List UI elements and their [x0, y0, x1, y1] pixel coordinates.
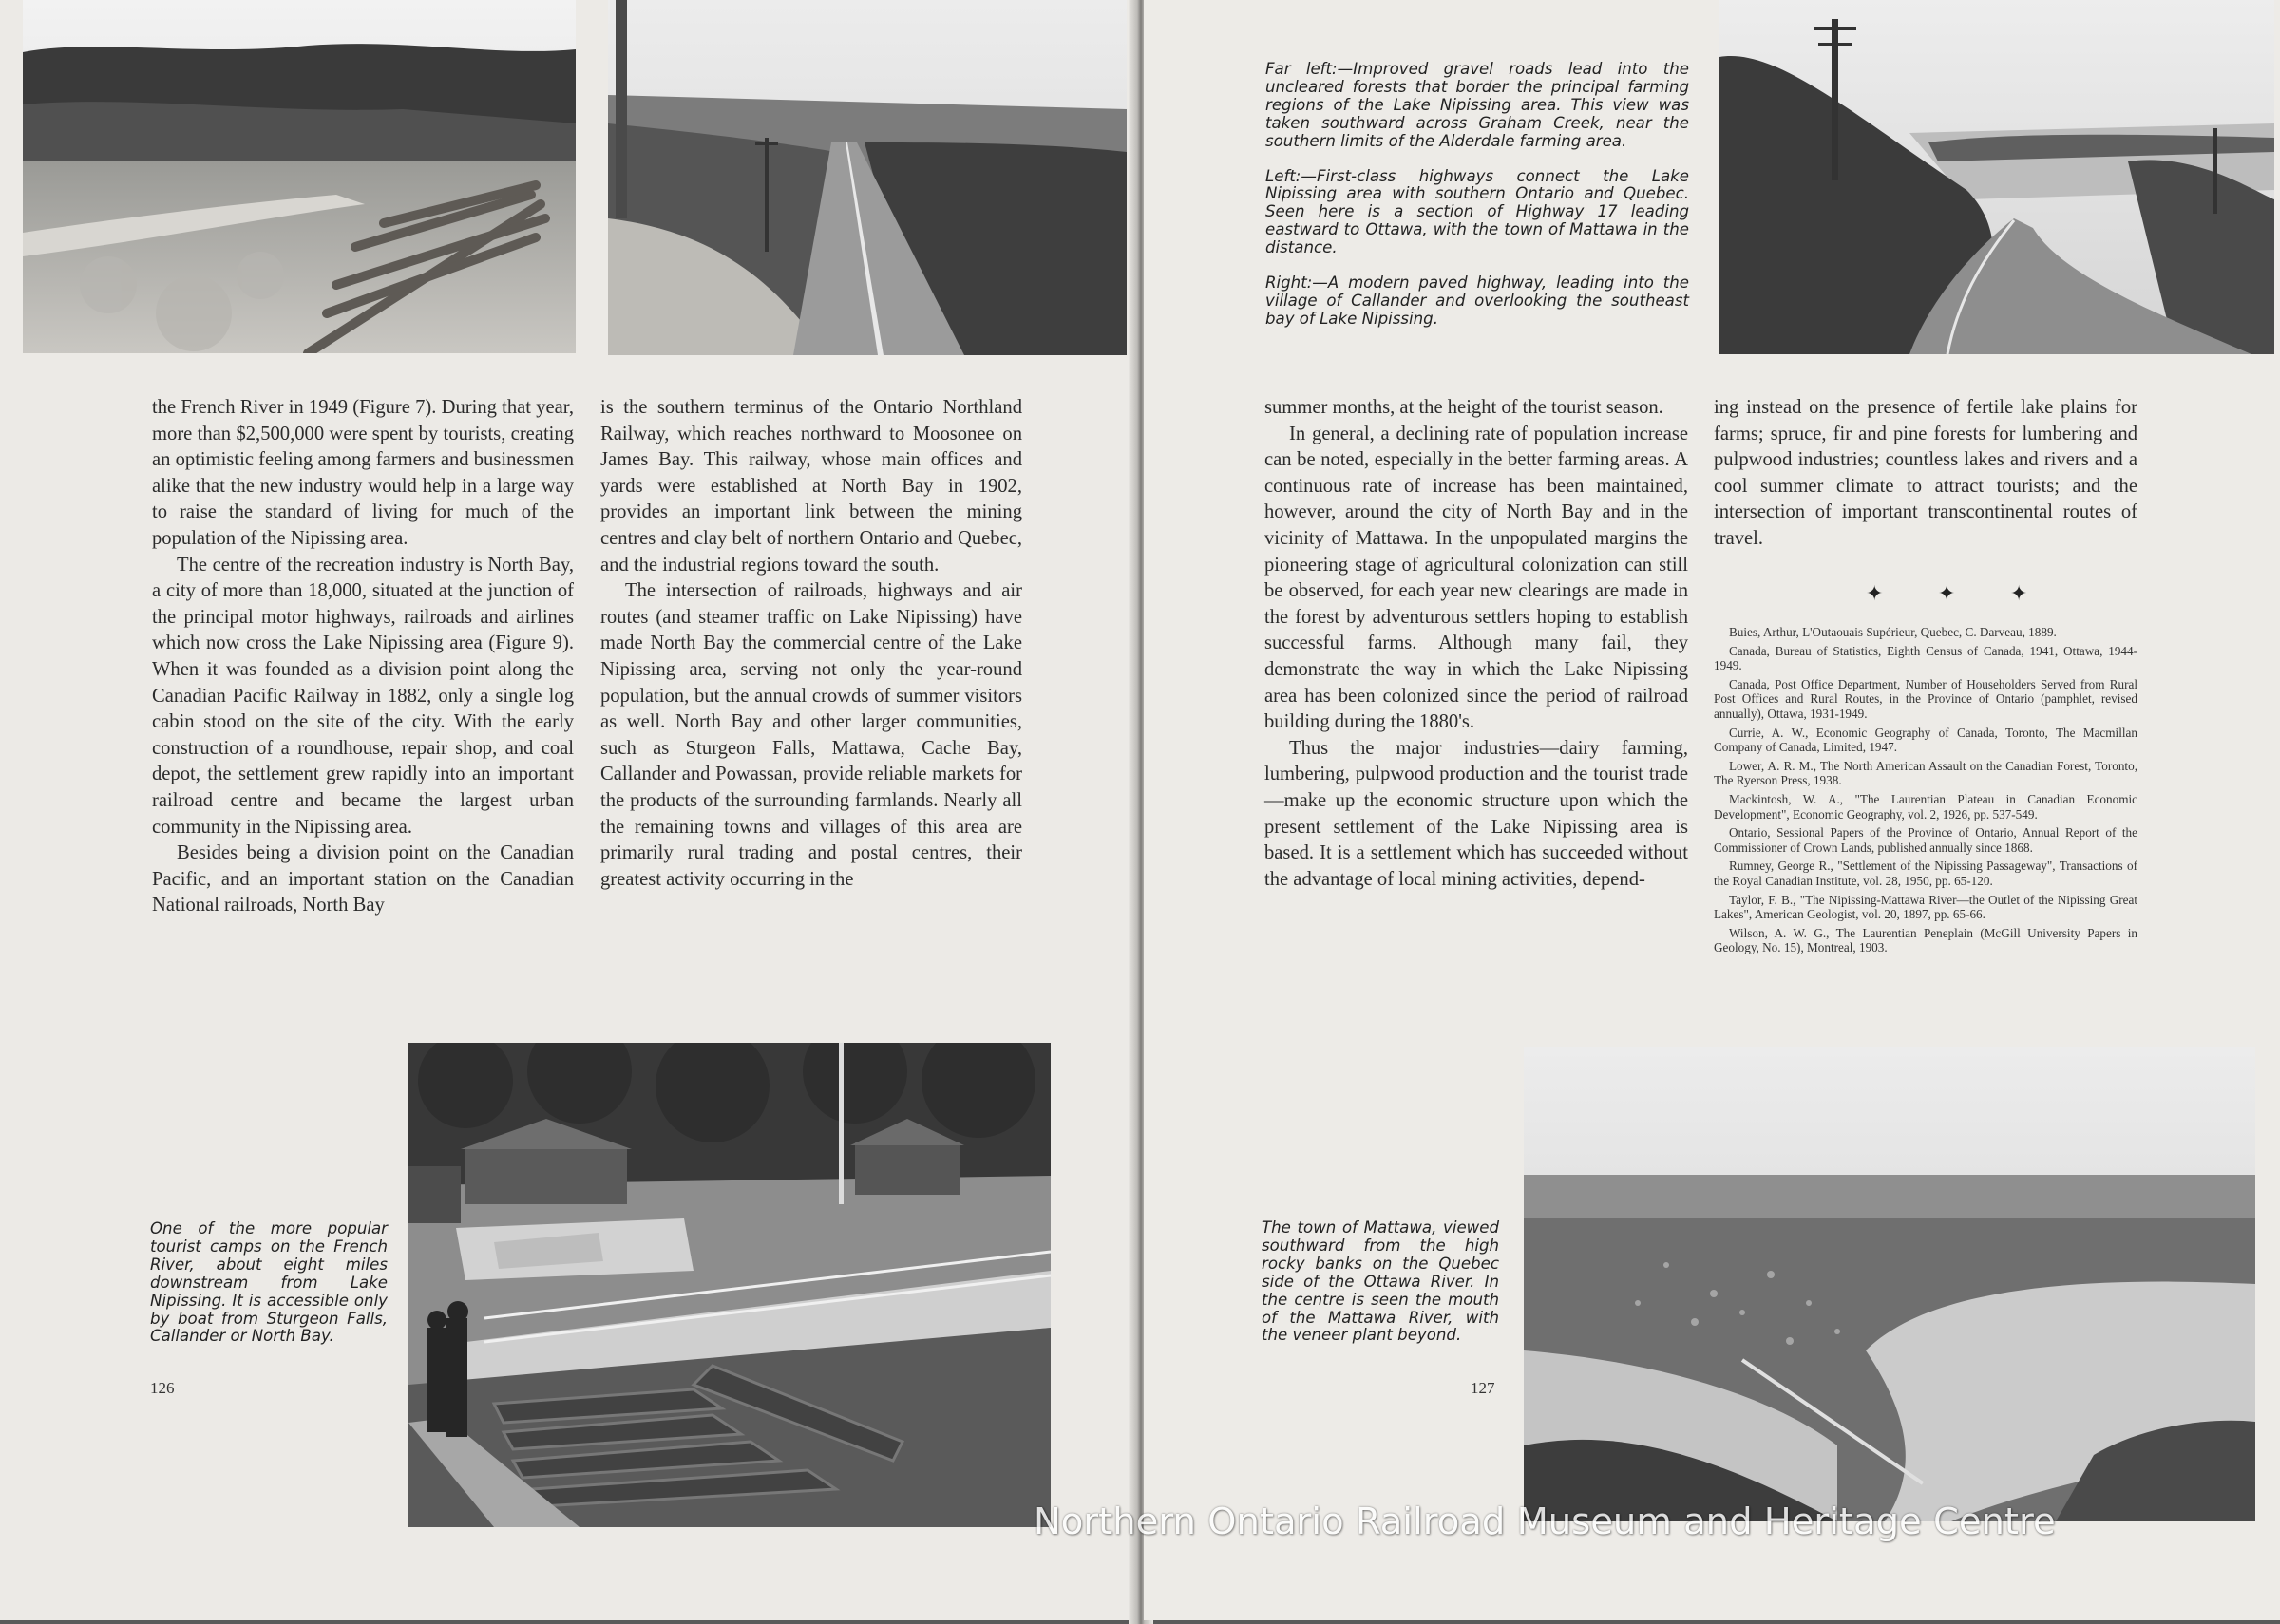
- paragraph: ing instead on the presence of fertile lake plains for farms; spruce, fir and pine forests for lumbering and pulpwood industries; countless lakes and rivers and a cool summer climate to attract tourists; and the intersection of important transcontinental routes of travel.: [1714, 397, 2138, 549]
- caption-right: Right:—A modern paved highway, leading into the village of Callander and overlooking the southeast bay of Lake Nipissing.: [1265, 274, 1689, 328]
- reference-item: Lower, A. R. M., The North American Assault on the Canadian Forest, Toronto, The Ryerson Press, 1938.: [1714, 758, 2138, 788]
- reference-item: Ontario, Sessional Papers of the Province of Ontario, Annual Report of the Commissioner of Crown Lands, published annually since 1868.: [1714, 825, 2138, 855]
- captions-top: [1265, 61, 1689, 346]
- paragraph: the French River in 1949 (Figure 7). During that year, more than $2,500,000 were spent by tourists, creating an optimistic feeling among farmers and businessmen alike that the new industry would help in a large way to raise the standard of living for much of the population of the Nipissing area.: [152, 397, 574, 549]
- paragraph: In general, a declining rate of population increase can be noted, especially in the better farming areas. A continuous rate of increase has been maintained, however, around the city of North Bay and in the vicinity of Mattawa. In the unpopulated margins the pioneering stage of agricultural colonization can still be observed, for each year new clearings are made in the forest by adventurous settlers hoping to establish successful farms. Although many fail, they demonstrate the way in which the Lake Nipissing area has been colonized since the period of railroad building during the 1880's.: [1264, 423, 1688, 733]
- paragraph: The intersection of railroads, highways and air routes (and steamer traffic on Lake Nipissing) have made North Bay the commercial centre of the Lake Nipissing area, serving not only the year-round population, but the annual crowds of summer visitors as well. North Bay and other larger communities, such as Sturgeon Falls, Mattawa, Cache Bay, Callander and Powassan, provide reliable markets for the products of the surrounding farmlands. Nearly all the remaining towns and villages of this area are primarily rural trading and postal centres, their greatest activity occurring in the: [600, 580, 1022, 890]
- reference-item: Wilson, A. W. G., The Laurentian Peneplain (McGill University Papers in Geology, No. 15), Montreal, 1903.: [1714, 925, 2138, 955]
- caption-left: Left:—First-class highways connect the Lake Nipissing area with southern Ontario and Quebec. Seen here is a section of Highway 17 leading eastward to Ottawa, with the town of Mattawa in the distance.: [1265, 166, 1689, 257]
- left-text-column-2: [600, 395, 1022, 893]
- right-page: [1144, 0, 2280, 1620]
- page-number-left: 126: [150, 1379, 175, 1397]
- paragraph: summer months, at the height of the tourist season.: [1264, 397, 1663, 418]
- photo-mattawa-aerial: [1524, 1047, 2255, 1521]
- caption-text: One of the more popular tourist camps on the French River, about eight miles downstream from Lake Nipissing. It is accessible only by boat from Sturgeon Falls, Callander or North Bay.: [150, 1219, 388, 1346]
- left-text-column-1: [152, 395, 574, 919]
- reference-item: Taylor, F. B., "The Nipissing-Mattawa River—the Outlet of the Nipissing Great Lakes", American Geologist, vol. 20, 1897, pp. 65-66.: [1714, 892, 2138, 922]
- paragraph: Thus the major industries—dairy farming, lumbering, pulpwood production and the tourist trade—make up the economic structure upon which the present settlement of the Lake Nipissing area is based. It is a settlement which has succeeded without the advantage of local mining activities, depend-: [1264, 737, 1688, 890]
- photo-gravel-road: [23, 0, 576, 353]
- paragraph: The centre of the recreation industry is North Bay, a city of more than 18,000, situated at the junction of the principal motor highways, railroads and airlines which now cross the Lake Nipissing area (Figure 9). When it was founded as a division point along the Canadian Pacific Railway in 1882, only a single log cabin stood on the site of the city. With the early construction of a roundhouse, repair shop, and coal depot, the settlement grew rapidly into an important railroad centre and became the largest urban community in the Nipissing area.: [152, 554, 574, 838]
- references-list: [1714, 625, 2138, 959]
- caption-tourist-camp: [150, 1220, 388, 1363]
- reference-item: Canada, Post Office Department, Number of Householders Served from Rural Post Offices and Rural Routes, in the Province of Ontario (pamphlet, revised annually), Ottawa, 1931-1949.: [1714, 676, 2138, 721]
- reference-item: Mackintosh, W. A., "The Laurentian Plateau in Canadian Economic Development", Economic Geography, vol. 2, 1926, pp. 537-549.: [1714, 791, 2138, 821]
- paragraph: Besides being a division point on the Canadian Pacific, and an important station on the Canadian National railroads, North Bay: [152, 842, 574, 916]
- caption-text: The town of Mattawa, viewed southward from the high rocky banks on the Quebec side of the Ottawa River. In the centre is seen the mouth of the Mattawa River, with the veneer plant beyond.: [1262, 1218, 1499, 1345]
- caption-mattawa: [1262, 1219, 1499, 1362]
- caption-far-left: Far left:—Improved gravel roads lead into the uncleared forests that border the principal farming regions of the Lake Nipissing area. This view was taken southward across Graham Creek, near the southern limits of the Alderdale farming area.: [1265, 60, 1689, 150]
- right-text-column-2: [1714, 395, 2138, 553]
- right-text-column-1: [1264, 395, 1688, 893]
- left-page: [0, 0, 1134, 1620]
- photo-tourist-camp: [408, 1043, 1051, 1527]
- reference-item: Currie, A. W., Economic Geography of Canada, Toronto, The Macmillan Company of Canada, Limited, 1947.: [1714, 725, 2138, 755]
- watermark-text: Northern Ontario Railroad Museum and Heritage Centre: [1034, 1501, 2056, 1543]
- reference-item: Rumney, George R., "Settlement of the Nipissing Passageway", Transactions of the Royal Canadian Institute, vol. 28, 1950, pp. 65-120.: [1714, 859, 2138, 888]
- page-number-right: 127: [1471, 1379, 1495, 1397]
- reference-item: Buies, Arthur, L'Outaouais Supérieur, Quebec, C. Darveau, 1889.: [1729, 625, 2057, 639]
- paragraph: is the southern terminus of the Ontario Northland Railway, which reaches northward to Moosonee on James Bay. This railway, whose main offices and yards were established at North Bay in 1902, provides an important link between the mining centres and clay belt of northern Ontario and Quebec, and the industrial regions toward the south.: [600, 397, 1022, 576]
- reference-item: Canada, Bureau of Statistics, Eighth Census of Canada, 1941, Ottawa, 1944-1949.: [1714, 643, 2138, 673]
- photo-callander-highway: [1720, 0, 2274, 354]
- photo-highway-17: [608, 0, 1127, 355]
- section-divider-stars: ✦ ✦ ✦: [1866, 581, 2053, 605]
